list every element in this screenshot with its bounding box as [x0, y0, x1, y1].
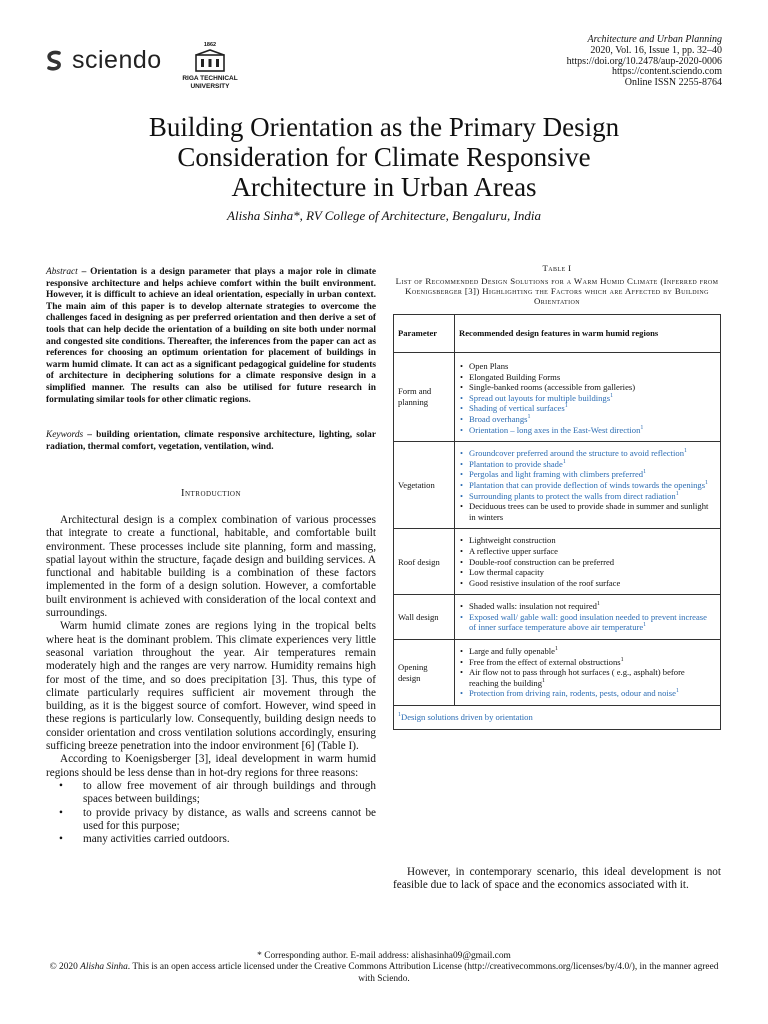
feature-item: • Spread out layouts for multiple buildings$^1$: [460, 392, 614, 403]
table-row: [394, 595, 721, 640]
list-item: • to provide privacy by distance, as walls and screens cannot be used for this purpose;: [59, 806, 376, 832]
feature-item: • Air flow not to pass through hot surfaces ( e.g., asphalt) before reaching the building$^1$: [460, 667, 685, 688]
feature-item: • Plantation to provide shade$^1$: [460, 458, 566, 469]
feature-item: • Surrounding plants to protect the walls from direct radiation$^1$: [460, 490, 679, 501]
bullet-icon: •: [460, 361, 464, 371]
bullet-icon: •: [460, 371, 464, 382]
abstract-text: – Orientation is a design parameter that plays a major role in climate responsive architecture and helps achieve comfort within the built environment. However, it is difficult to achieve an ideal orientation, especially in urban context. The main aim of this paper is to develop alternate strategies to overcome the challenges faced in designing as per preferred orientation and then derive a set of tools that can help decide the orientation of a building on site both under normal and congested site conditions. Thereafter, the inferences from the paper can act as references for choosing an optimum orientation for placement of buildings in warm humid climate. It can act as a significant pedagogical guideline for students of architecture in deciphering solutions for a climate responsive design in a simplified manner. The results can also be utilised for future research in formulating similar tools for other climatic regions.: [46, 267, 376, 405]
bullet-icon: •: [460, 479, 464, 490]
bullet-icon: •: [460, 577, 464, 588]
title-line: Architecture in Urban Areas: [231, 172, 537, 202]
bullet-icon: •: [460, 688, 464, 699]
feature-item: • Shaded walls: insulation not required$^1$: [460, 601, 600, 612]
feature-item: • Lightweight construction: [460, 535, 556, 546]
bullet-icon: •: [460, 535, 464, 546]
feature-item: • Plantation that can provide deflection of winds towards the openings$^1$: [460, 479, 709, 490]
bullet-icon: •: [460, 611, 464, 622]
feature-item: • Shading of vertical surfaces$^1$: [460, 403, 568, 414]
table-note: $^1$Design solutions driven by orientation: [394, 706, 721, 730]
table-header-parameter: Parameter: [394, 315, 455, 353]
bullet-icon: •: [460, 469, 464, 480]
bullet-icon: •: [460, 403, 464, 414]
body-paragraph: According to Koenigsberger [3], ideal development in warm humid regions should be less dense than in hot-dry regions for three reasons:: [46, 753, 376, 779]
feature-item: • Open Plans: [460, 361, 509, 371]
publisher-logo: [44, 46, 162, 75]
table-note-row: [394, 706, 721, 730]
table-cell-parameter: Vegetation: [394, 442, 455, 529]
bullet-icon: •: [59, 833, 63, 846]
feature-item: • Orientation – long axes in the East-West direction$^1$: [460, 424, 644, 435]
bullet-icon: •: [460, 424, 464, 435]
list-item: • many activities carried outdoors.: [59, 833, 230, 846]
table-cell-features: [455, 595, 721, 640]
bullet-icon: •: [460, 392, 464, 403]
table-cell-parameter: Opening design: [394, 640, 455, 706]
design-solutions-table: [393, 314, 721, 730]
title-line: Consideration for Climate Responsive: [177, 142, 591, 172]
feature-item: • Broad overhangs$^1$: [460, 413, 531, 424]
abstract: [46, 267, 376, 406]
title-line: Building Orientation as the Primary Design: [148, 112, 620, 142]
license-author: Alisha Sinha: [80, 962, 128, 973]
license-line: © 2020 Alisha Sinha. This is an open access article licensed under the Creative Commons Attribution License (http://creativecommons.org/licenses/by/4.0/), in the manner agreed with Sciendo.: [49, 962, 719, 984]
keywords: [46, 430, 376, 453]
bullet-icon: •: [460, 458, 464, 469]
university-year: 1862: [203, 42, 217, 48]
table-title: List of Recommended Design Solutions for a Warm Humid Climate (Inferred from Koenigsberger [3]) Highlighting the Factors which are Affected by Building Orientation: [395, 276, 719, 306]
body-left-column: [46, 514, 376, 846]
bullet-icon: •: [59, 806, 63, 819]
table-caption: [393, 263, 721, 306]
sciendo-logo-icon: [44, 50, 66, 72]
feature-item: • A reflective upper surface: [460, 545, 558, 556]
university-crest-icon: [193, 49, 227, 75]
footer: [46, 951, 722, 985]
journal-doi-link[interactable]: https://doi.org/10.2478/aup-2020-0006: [566, 55, 722, 67]
feature-item: • Elongated Building Forms: [460, 371, 561, 382]
table-cell-features: [455, 529, 721, 595]
table-row: [394, 353, 721, 442]
feature-item: • Large and fully openable$^1$: [460, 646, 558, 657]
table-row: [394, 529, 721, 595]
feature-item: • Exposed wall/ gable wall: good insulation needed to prevent increase of inner surface temperature above air temperature$^1$: [460, 611, 707, 633]
body-paragraph: Architectural design is a complex combination of various processes that integrate to create a functional, habitable, and comfortable built environment. These processes include site planning, form and massing, spatial layout within the structure, façade design and building services. A functional and habitable building is a combination of these factors implemented in the form of a design solution. However, a comfortable built environment is achieved with consideration of the local context and surroundings.: [46, 514, 376, 620]
table-cell-parameter: Roof design: [394, 529, 455, 595]
table-body: [394, 353, 721, 706]
table-number: Table I: [542, 263, 572, 273]
bullet-icon: •: [460, 501, 464, 512]
feature-item: • Protection from driving rain, rodents, pests, odour and noise$^1$: [460, 688, 679, 699]
bullet-icon: •: [460, 646, 464, 657]
bullet-icon: •: [460, 656, 464, 667]
university-logo: [174, 42, 246, 91]
table-header-row: [394, 315, 721, 353]
table-row: [394, 442, 721, 529]
bullet-icon: •: [460, 545, 464, 556]
bullet-icon: •: [460, 601, 464, 612]
bullet-icon: •: [460, 413, 464, 424]
reasons-list: [46, 780, 376, 846]
feature-item: • Groundcover preferred around the structure to avoid reflection$^1$: [460, 448, 687, 459]
journal-name: Architecture and Urban Planning: [587, 34, 722, 45]
body-paragraph: Warm humid climate zones are regions lying in the tropical belts where heat is the dominant problem. This climate experiences very little seasonal variation throughout the year. Air temperatures remain moderately high and the ranges are very narrow. Humidity remains high for most of the time, and so does precipitation [3]. Thus, this type of climate particularly requires sufficient air movement through the building, as it is the biggest source of comfort. However, wind speed in these regions is particularly low. Consequently, building design needs to consider orientation and cross ventilation solutions accordingly, ensuring sufficing breeze penetration into the indoor environment [6] (Table I).: [46, 620, 376, 753]
section-heading: Introduction: [180, 488, 242, 499]
bullet-icon: •: [460, 382, 464, 393]
journal-issue: 2020, Vol. 16, Issue 1, pp. 32–40: [590, 44, 722, 56]
university-name-line-1: RIGA TECHNICAL: [182, 75, 238, 82]
feature-item: • Low thermal capacity: [460, 567, 544, 578]
journal-site-link[interactable]: https://content.sciendo.com: [612, 66, 722, 78]
feature-item: • Deciduous trees can be used to provide shade in summer and sunlight in winters: [460, 501, 709, 522]
bullet-icon: •: [460, 448, 464, 459]
body-paragraph-right: However, in contemporary scenario, this ideal development is not feasible due to lack of space and the economics associated with it.: [393, 866, 721, 892]
feature-item: • Pergolas and light framing with climbers preferred$^1$: [460, 469, 647, 480]
bullet-icon: •: [460, 490, 464, 501]
corresponding-author: * Corresponding author. E-mail address: alishasinha09@gmail.com: [257, 951, 511, 961]
bullet-icon: •: [460, 556, 464, 567]
table-cell-parameter: Form and planning: [394, 353, 455, 442]
table-row: [394, 640, 721, 706]
table-cell-features: [455, 640, 721, 706]
paper-title: [60, 112, 708, 202]
keywords-lead: Keywords: [46, 430, 84, 440]
table-cell-parameter: Wall design: [394, 595, 455, 640]
journal-issn: Online ISSN 2255-8764: [624, 77, 722, 89]
bullet-icon: •: [460, 567, 464, 578]
journal-info: [567, 35, 722, 89]
author-line: Alisha Sinha*, RV College of Architecture, Bengaluru, India: [227, 208, 541, 223]
table-cell-features: [455, 442, 721, 529]
feature-item: • Good resistive insulation of the roof surface: [460, 577, 621, 588]
keywords-text: – building orientation, climate responsive architecture, lighting, solar radiation, thermal comfort, vegetation, ventilation, wind.: [46, 430, 376, 452]
bullet-icon: •: [59, 779, 63, 792]
university-name-line-2: UNIVERSITY: [190, 83, 230, 90]
feature-item: • Double-roof construction can be preferred: [460, 556, 615, 567]
feature-item: • Free from the effect of external obstructions$^1$: [460, 656, 624, 667]
feature-item: • Single-banked rooms (accessible from galleries): [460, 382, 636, 393]
list-item: • to allow free movement of air through buildings and through spaces between buildings;: [59, 779, 376, 806]
bullet-icon: •: [460, 667, 464, 678]
table-header-features: Recommended design features in warm humid regions: [455, 315, 721, 353]
abstract-lead: Abstract: [46, 267, 78, 277]
table-cell-features: [455, 353, 721, 442]
publisher-name: sciendo: [72, 46, 162, 74]
